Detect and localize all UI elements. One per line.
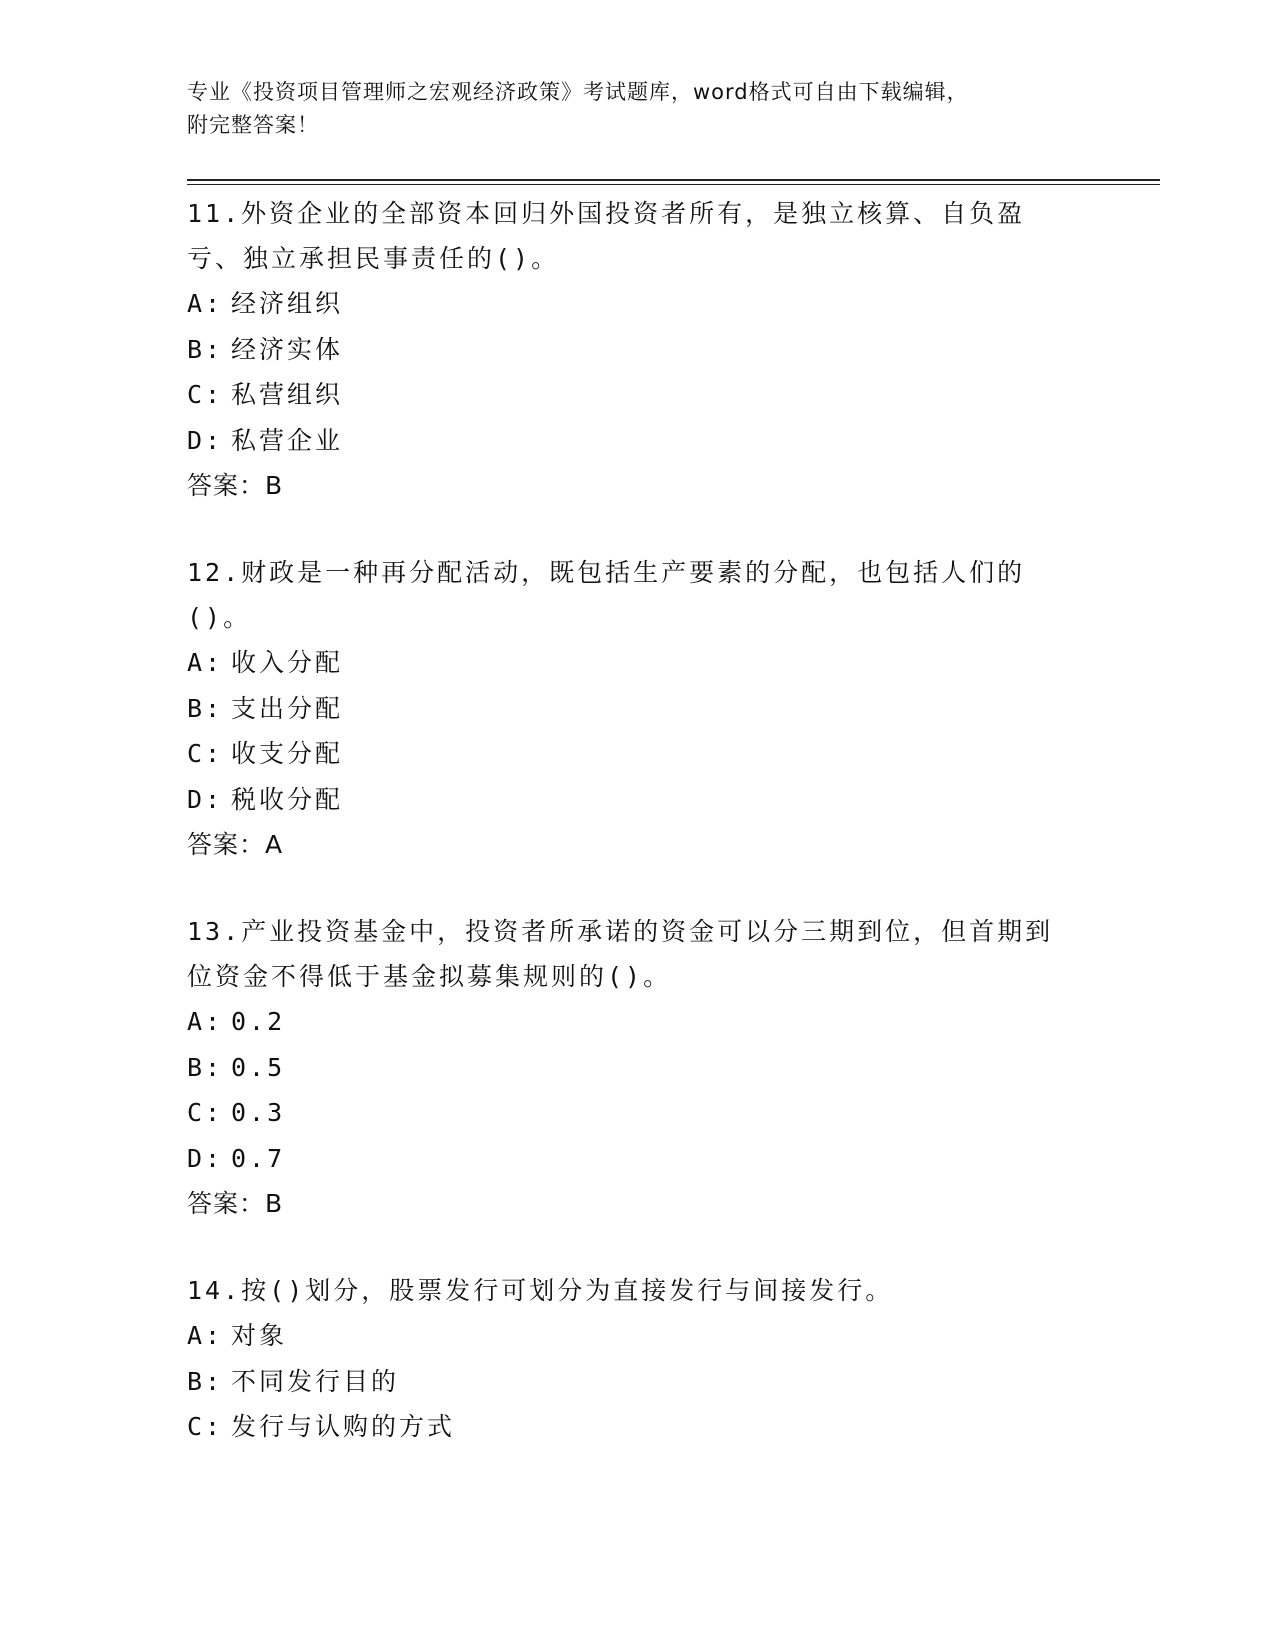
question-stem: 12.财政是一种再分配活动，既包括生产要素的分配，也包括人们的()。 xyxy=(187,558,1026,632)
answer-line: 答案：A xyxy=(187,830,284,859)
option-text: 0.3 xyxy=(231,1098,286,1127)
option-letter: B: xyxy=(187,1052,224,1082)
header-divider-thin xyxy=(187,184,1160,185)
option-letter: C: xyxy=(187,1098,224,1127)
option-c xyxy=(187,372,1087,418)
header-line-1: 专业《投资项目管理师之宏观经济政策》考试题库，word格式可自由下载编辑， xyxy=(187,80,969,104)
option-d xyxy=(187,1136,1087,1182)
document-header xyxy=(187,76,1087,142)
option-text: 收入分配 xyxy=(231,648,344,677)
header-line-2: 附完整答案！ xyxy=(187,113,319,137)
option-a xyxy=(187,640,1087,686)
option-c xyxy=(187,1090,1087,1136)
option-text: 私营企业 xyxy=(231,425,344,455)
option-letter: A: xyxy=(187,1321,224,1350)
option-d xyxy=(187,777,1087,823)
option-letter: B: xyxy=(187,334,224,364)
answer-line: 答案：B xyxy=(187,471,284,500)
option-text: 对象 xyxy=(231,1321,288,1350)
option-letter: A: xyxy=(187,289,224,318)
option-letter: D: xyxy=(187,1143,224,1173)
option-text: 0.5 xyxy=(231,1052,286,1082)
question-stem: 13.产业投资基金中，投资者所承诺的资金可以分三期到位，但首期到位资金不得低于基金拟募集规则的()。 xyxy=(187,917,1054,991)
answer-line: 答案：B xyxy=(187,1189,284,1218)
header-divider-thick xyxy=(187,179,1160,181)
option-letter: C: xyxy=(187,380,224,409)
question-stem: 14.按()划分，股票发行可划分为直接发行与间接发行。 xyxy=(187,1276,894,1305)
option-text: 经济实体 xyxy=(231,334,344,364)
option-letter: B: xyxy=(187,693,224,723)
option-letter: D: xyxy=(187,784,224,814)
option-text: 私营组织 xyxy=(231,380,344,409)
question-list xyxy=(187,191,1087,1491)
option-text: 税收分配 xyxy=(231,784,344,814)
option-text: 0.2 xyxy=(231,1007,286,1036)
option-text: 发行与认购的方式 xyxy=(231,1412,456,1441)
option-letter: C: xyxy=(187,1412,224,1441)
option-letter: D: xyxy=(187,425,224,455)
option-a xyxy=(187,1313,1087,1359)
option-text: 0.7 xyxy=(231,1143,286,1173)
option-a xyxy=(187,999,1087,1045)
question-stem: 11.外资企业的全部资本回归外国投资者所有，是独立核算、自负盈亏、独立承担民事责任的()。 xyxy=(187,199,1026,273)
option-b xyxy=(187,1045,1087,1091)
option-letter: A: xyxy=(187,648,224,677)
option-text: 收支分配 xyxy=(231,739,344,768)
option-b xyxy=(187,327,1087,373)
option-text: 支出分配 xyxy=(231,693,344,723)
option-letter: C: xyxy=(187,739,224,768)
option-b xyxy=(187,1359,1087,1405)
option-letter: A: xyxy=(187,1007,224,1036)
question-11 xyxy=(187,191,1087,509)
question-14 xyxy=(187,1268,1087,1450)
option-text: 不同发行目的 xyxy=(231,1366,400,1396)
option-c xyxy=(187,731,1087,777)
option-d xyxy=(187,418,1087,464)
option-a xyxy=(187,281,1087,327)
question-13 xyxy=(187,909,1087,1227)
option-letter: B: xyxy=(187,1366,224,1396)
option-c xyxy=(187,1404,1087,1450)
option-b xyxy=(187,686,1087,732)
question-12 xyxy=(187,550,1087,868)
option-text: 经济组织 xyxy=(231,289,344,318)
